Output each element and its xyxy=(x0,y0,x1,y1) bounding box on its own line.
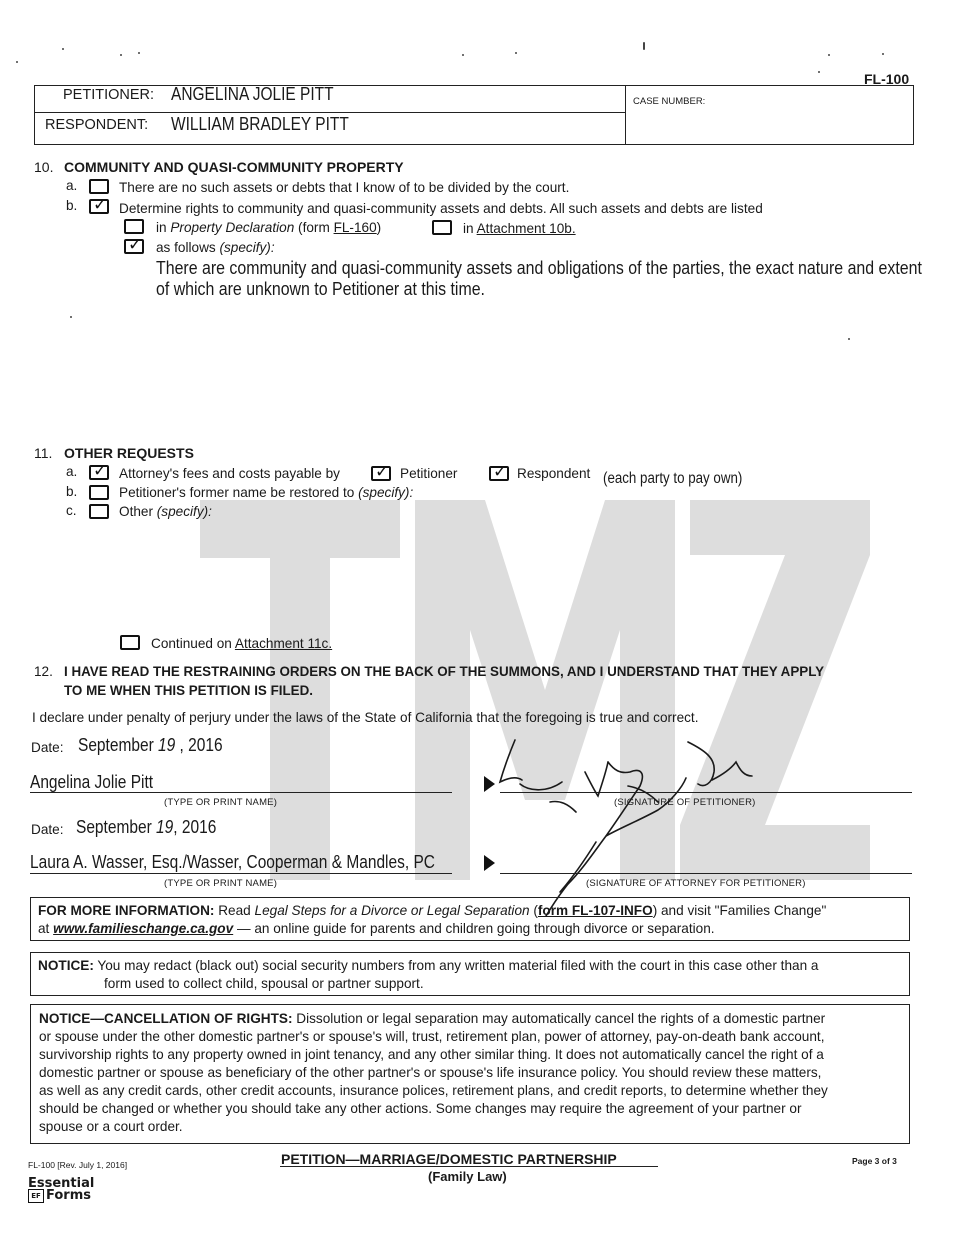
footer-subtitle: (Family Law) xyxy=(428,1169,507,1184)
declaration-text: I declare under penalty of perjury under the laws of the State of California that the foregoing is true and correct. xyxy=(32,710,699,725)
check-icon: ✓ xyxy=(128,235,143,255)
scan-speck xyxy=(70,316,72,318)
sig2-caption: (SIGNATURE OF ATTORNEY FOR PETITIONER) xyxy=(586,878,806,889)
section-11-title: OTHER REQUESTS xyxy=(64,445,194,461)
s11-a-text: Attorney's fees and costs payable by xyxy=(119,466,340,481)
scan-speck xyxy=(818,71,820,73)
scan-speck xyxy=(828,54,830,56)
date2-value: September 19, 2016 xyxy=(76,817,217,837)
notice-box xyxy=(30,952,910,996)
date1-value: September 19 , 2016 xyxy=(78,735,223,755)
more-info-line1: FOR MORE INFORMATION: Read Legal Steps for a Divorce or Legal Separation (form FL-107-INFO) and visit "Families Change" xyxy=(38,903,827,918)
s11-b-text: Petitioner's former name be restored to (specify): xyxy=(119,485,414,500)
s11-c-text: Other (specify): xyxy=(119,504,212,519)
scan-speck xyxy=(138,52,140,54)
section-10-number: 10. xyxy=(34,159,54,175)
s11-continued-text: Continued on Attachment 11c. xyxy=(151,636,333,651)
date1-label: Date: xyxy=(31,740,64,755)
s10-b-letter: b. xyxy=(66,198,78,213)
cancel-line3: survivorship rights to any property owned in joint tenancy, and any other similar thing. It does not automatically cancel the right of a xyxy=(39,1047,824,1062)
scan-speck xyxy=(62,48,64,50)
s11-c-letter: c. xyxy=(66,503,77,518)
more-info-line2: at www.familieschange.ca.gov — an online guide for parents and children going through divorce or separation. xyxy=(38,921,715,936)
check-icon: ✓ xyxy=(375,462,390,482)
s11-a-checkbox[interactable] xyxy=(89,461,109,481)
s11-b-checkbox[interactable] xyxy=(89,485,109,500)
s10-specify-line2: of which are unknown to Petitioner at this time. xyxy=(156,278,485,299)
section-10-title: COMMUNITY AND QUASI-COMMUNITY PROPERTY xyxy=(64,159,404,175)
s11-continued-checkbox[interactable] xyxy=(120,635,140,650)
form-fl-107-link[interactable]: form FL-107-INFO xyxy=(537,903,653,918)
notice-line1: NOTICE: You may redact (black out) social security numbers from any written material filed with the court in this case other than a xyxy=(38,958,819,973)
s11-c-checkbox[interactable] xyxy=(89,504,109,519)
check-icon: ✓ xyxy=(93,195,108,215)
cancel-line5: as well as any credit cards, other credit accounts, insurance polices, retirement plans, and credit reports, to determine whether they xyxy=(39,1083,828,1098)
section-12-line1: I HAVE READ THE RESTRAINING ORDERS ON THE BACK OF THE SUMMONS, AND I UNDERSTAND THAT THEY APPLY xyxy=(64,664,825,679)
scan-speck xyxy=(882,53,884,55)
section-11-number: 11. xyxy=(34,445,53,461)
s11-a-letter: a. xyxy=(66,464,78,479)
cancel-line4: domestic partner or spouse as beneficiary of the other partner's or spouse's life insurance policy. You should review these matters, xyxy=(39,1065,822,1080)
logo-text-essential: Essential xyxy=(28,1176,95,1191)
name1-caption: (TYPE OR PRINT NAME) xyxy=(164,797,278,808)
scan-speck xyxy=(643,42,645,50)
cancel-line6: should be changed or whether you should take any other actions. Some changes may require the agreement of your partner or xyxy=(39,1101,802,1116)
respondent-label: RESPONDENT: xyxy=(45,117,149,133)
footer-title-rule xyxy=(280,1166,658,1167)
logo-text-forms: Forms xyxy=(46,1188,91,1203)
s11-respondent-checkbox[interactable] xyxy=(489,462,509,482)
s11-each-party-note: (each party to pay own) xyxy=(603,470,743,487)
respondent-value: WILLIAM BRADLEY PITT xyxy=(171,114,349,134)
s10-a-text: There are no such assets or debts that I know of to be divided by the court. xyxy=(119,180,570,195)
essential-forms-logo xyxy=(28,1176,94,1203)
scan-speck xyxy=(16,61,18,63)
families-change-link[interactable]: www.familieschange.ca.gov xyxy=(53,921,234,936)
case-number-label: CASE NUMBER: xyxy=(633,96,706,107)
cancel-line2: or spouse under the other domestic partner's or spouse's will, trust, retirement plan, power of attorney, pay-on-death bank account, xyxy=(39,1029,825,1044)
s10-attachment-text: in Attachment 10b. xyxy=(463,221,576,236)
caption-divider xyxy=(35,112,625,113)
s10-pd-checkbox[interactable] xyxy=(124,219,144,234)
form-id: FL-100 xyxy=(864,71,910,87)
s10-follows-text: as follows (specify): xyxy=(156,240,275,255)
petitioner-printed-name: Angelina Jolie Pitt xyxy=(30,772,154,792)
footer-title: PETITION—MARRIAGE/DOMESTIC PARTNERSHIP xyxy=(281,1151,617,1167)
attorney-printed-name: Laura A. Wasser, Esq./Wasser, Cooperman & Mandles, PC xyxy=(30,852,435,872)
scan-speck xyxy=(462,54,464,56)
scan-speck xyxy=(120,54,122,56)
section-12-line2: TO ME WHEN THIS PETITION IS FILED. xyxy=(64,683,313,698)
caption-box xyxy=(34,85,914,145)
cancel-line7: spouse or a court order. xyxy=(39,1119,183,1134)
notice-line2: form used to collect child, spousal or partner support. xyxy=(104,976,424,991)
s10-a-letter: a. xyxy=(66,178,78,193)
check-icon: ✓ xyxy=(93,461,108,481)
logo-mark-icon: EF xyxy=(28,1189,44,1203)
name1-line xyxy=(30,792,452,793)
footer-page-number: Page 3 of 3 xyxy=(852,1156,897,1166)
date2-label: Date: xyxy=(31,822,64,837)
s11-petitioner-text: Petitioner xyxy=(400,466,458,481)
s10-a-checkbox[interactable] xyxy=(89,179,109,194)
scan-speck xyxy=(515,52,517,54)
section-12-number: 12. xyxy=(34,664,53,679)
name2-caption: (TYPE OR PRINT NAME) xyxy=(164,878,278,889)
caption-vdivider xyxy=(625,85,626,144)
footer-revision: FL-100 [Rev. July 1, 2016] xyxy=(28,1160,128,1170)
petitioner-value: ANGELINA JOLIE PITT xyxy=(171,84,334,104)
s10-specify-line1: There are community and quasi-community assets and obligations of the parties, the exact nature and extent xyxy=(156,257,922,278)
s11-b-letter: b. xyxy=(66,484,78,499)
check-icon: ✓ xyxy=(493,462,508,482)
s10-pd-text: in Property Declaration (form FL-160) xyxy=(156,220,382,235)
petitioner-signature xyxy=(490,732,790,922)
s10-follows-checkbox[interactable] xyxy=(124,235,144,255)
scan-speck xyxy=(848,338,850,340)
s10-attachment-checkbox[interactable] xyxy=(432,220,452,235)
cancel-line1: NOTICE—CANCELLATION OF RIGHTS: Dissolution or legal separation may automatically cancel the rights of a domestic partner xyxy=(39,1011,826,1026)
s10-b-checkbox[interactable] xyxy=(89,195,109,215)
s11-petitioner-checkbox[interactable] xyxy=(371,462,391,482)
name2-line xyxy=(30,873,452,874)
more-info-box xyxy=(30,897,910,941)
petitioner-label: PETITIONER: xyxy=(63,87,155,103)
s11-respondent-text: Respondent xyxy=(517,466,591,481)
sig1-caption: (SIGNATURE OF PETITIONER) xyxy=(614,797,756,808)
s10-b-text: Determine rights to community and quasi-community assets and debts. All such assets and debts are listed xyxy=(119,201,763,216)
cancellation-box xyxy=(30,1004,910,1144)
